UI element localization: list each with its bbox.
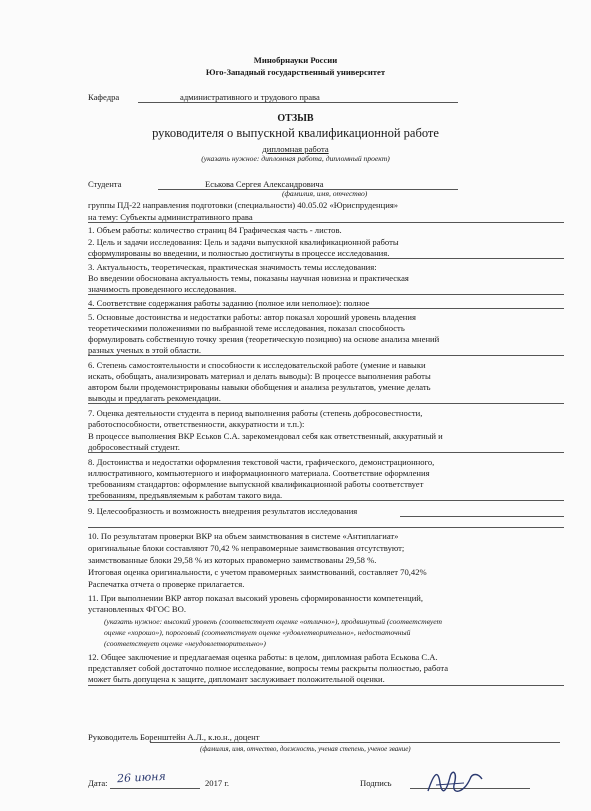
student-name: Еськова Сергея Александровича bbox=[205, 179, 324, 189]
item-9: 9. Целесообразность и возможность внедрения результатов исследования bbox=[88, 506, 358, 516]
group-line: группы ПД-22 направления подготовки (специальности) 40.05.02 «Юриспруденция» bbox=[88, 200, 399, 210]
item-2-line-1: 2. Цель и задачи исследования: Цель и задачи выпускной квалификационной работы bbox=[88, 237, 399, 247]
theme-underline bbox=[88, 222, 564, 223]
date-underline bbox=[110, 788, 200, 789]
item-2-rule bbox=[88, 258, 564, 259]
item-2-line-2: сформулированы во введении, и полностью достигнуты в процессе исследования. bbox=[88, 248, 390, 258]
item-11-hint-3: (соответствует оценке «неудовлетворительно») bbox=[104, 639, 266, 648]
date-handwritten: 26 июня bbox=[116, 769, 167, 786]
item-6-line-4: выводы и предлагать рекомендации. bbox=[88, 393, 221, 403]
item-5-line-3: формулировать собственную точку зрения (теоретическую позицию) на основе анализа мнений bbox=[88, 334, 440, 344]
item-10-line-3: заимствованные блоки 29,58 % из которых правомерно заимствованы 29,58 %. bbox=[88, 555, 377, 565]
student-label: Студента bbox=[88, 179, 122, 189]
item-5-line-1: 5. Основные достоинства и недостатки работы: автор показал хороший уровень владения bbox=[88, 312, 416, 322]
item-6-line-3: автором были продемонстрированы навыки обобщения и анализа результатов, умение делать bbox=[88, 382, 431, 392]
department-value: административного и трудового права bbox=[180, 92, 320, 102]
item-7-line-1: 7. Оценка деятельности студента в период выполнения работы (степень добросовестности, bbox=[88, 408, 423, 418]
supervisor-underline bbox=[150, 742, 560, 743]
item-4-rule bbox=[88, 308, 564, 309]
item-11-hint-2: оценке «хорошо»), пороговый (соответствует оценке «удовлетворительно», недостаточный bbox=[104, 628, 411, 637]
item-11-hint-1: (указать нужное: высокий уровень (соответствует оценке «отлично»), продвинутый (соответствует bbox=[104, 617, 443, 626]
item-8-line-2: иллюстративного, компьютерного и информационного материала. Соответствие оформления bbox=[88, 468, 430, 478]
item-12-line-2: представляет собой достаточно полное исследование, вопросы темы раскрыты полностью, работа bbox=[88, 663, 449, 673]
student-hint: (фамилия, имя, отчество) bbox=[282, 189, 368, 198]
doc-subtitle: руководителя о выпускной квалификационной работе bbox=[152, 126, 439, 140]
item-5-line-2: теоретическими положениями по выбранной теме исследования, показал способность bbox=[88, 323, 405, 333]
signature-label: Подпись bbox=[360, 778, 392, 788]
item-3-rule bbox=[88, 294, 564, 295]
item-4: 4. Соответствие содержания работы заданию (полное или неполное): полное bbox=[88, 298, 370, 308]
item-3-line-3: значимость проведенного исследования. bbox=[88, 284, 237, 294]
date-year: 2017 г. bbox=[205, 778, 230, 788]
item-10-line-1: 10. По результатам проверки ВКР на объем заимствования в системе «Антиплагиат» bbox=[88, 531, 399, 541]
item-3-line-2: Во введении обоснована актуальность темы, показаны научная новизна и практическая bbox=[88, 273, 409, 283]
item-6-line-1: 6. Степень самостоятельности и способности к исследовательской работе (умение и навыки bbox=[88, 360, 426, 370]
item-12-line-1: 12. Общее заключение и предлагаемая оценка работы: в целом, дипломная работа Еськова С.А. bbox=[88, 652, 438, 662]
item-6-rule bbox=[88, 403, 564, 404]
item-9-blank bbox=[400, 516, 564, 517]
doc-title: ОТЗЫВ bbox=[277, 113, 314, 124]
item-8-line-4: требованиям, предъявляемым к работам такого вида. bbox=[88, 490, 283, 500]
ministry-name: Минобрнауки России bbox=[253, 55, 338, 65]
item-12-line-3: может быть допущена к защите, дипломант заслуживает положительной оценки. bbox=[88, 674, 385, 684]
theme-line: на тему: Субъекты административного права bbox=[88, 212, 253, 222]
item-5-rule bbox=[88, 355, 564, 356]
work-type: дипломная работа bbox=[262, 144, 329, 154]
department-underline bbox=[138, 102, 458, 103]
supervisor-hint: (фамилия, имя, отчество, должность, ученая степень, ученое звание) bbox=[200, 745, 411, 753]
item-3-line-1: 3. Актуальность, теоретическая, практическая значимость темы исследования: bbox=[88, 262, 377, 272]
item-8-line-3: требованиям стандартов: оформление выпускной квалификационной работы соответствует bbox=[88, 479, 424, 489]
item-6-line-2: искать, обобщать, анализировать материал и делать выводы): В процессе выполнения работы bbox=[88, 371, 431, 381]
item-10-line-2: оригинальные блоки составляют 70,42 % неправомерные заимствования отсутствуют; bbox=[88, 543, 405, 553]
university-name: Юго-Западный государственный университет bbox=[205, 67, 386, 77]
supervisor-line: Руководитель Боренштейн А.Л., к.ю.н., доцент bbox=[88, 732, 260, 742]
item-7-line-3: В процессе выполнения ВКР Еськов С.А. зарекомендовал себя как ответственный, аккуратный и bbox=[88, 431, 443, 441]
item-10-line-5: Распечатка отчета о проверке прилагается. bbox=[88, 579, 245, 589]
item-11-line-1: 11. При выполнении ВКР автор показал высокий уровень сформированности компетенций, bbox=[88, 593, 424, 603]
item-5-line-4: разных ученых в этой области. bbox=[88, 345, 202, 355]
signature-mark bbox=[424, 765, 486, 799]
item-7-line-2: работоспособности, ответственности, аккуратности и т.п.): bbox=[88, 419, 305, 429]
department-label: Кафедра bbox=[88, 92, 120, 102]
item-1: 1. Объем работы: количество страниц 84 Графическая часть - листов. bbox=[88, 225, 342, 235]
item-7-line-4: добросовестный студент. bbox=[88, 442, 180, 452]
date-label: Дата: bbox=[88, 778, 108, 788]
item-8-line-1: 8. Достоинства и недостатки оформления текстовой части, графического, демонстрационного, bbox=[88, 457, 435, 467]
item-10-line-4: Итоговая оценка оригинальности, с учетом правомерных заимствований, составляет 70,42% bbox=[88, 567, 427, 577]
item-8-rule bbox=[88, 500, 564, 501]
item-9-rule bbox=[88, 527, 564, 528]
work-type-hint: (указать нужное: дипломная работа, дипломный проект) bbox=[201, 154, 390, 163]
item-7-rule bbox=[88, 452, 564, 453]
item-12-rule bbox=[88, 685, 564, 686]
item-11-line-2: установленных ФГОС ВО. bbox=[88, 604, 186, 614]
